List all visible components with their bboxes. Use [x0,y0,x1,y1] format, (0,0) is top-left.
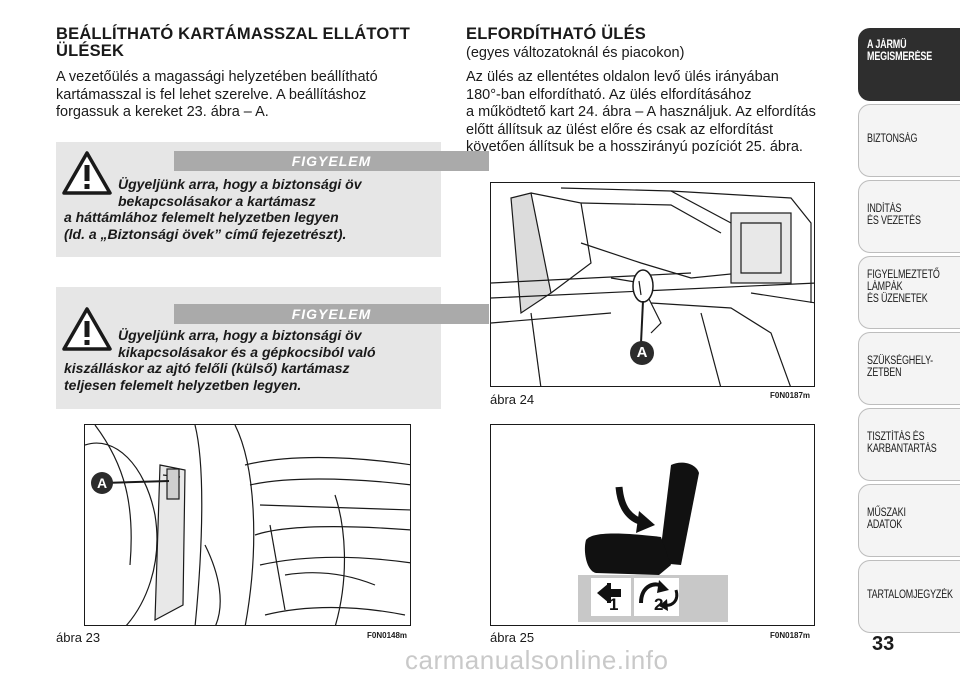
swivel-paragraph [466,69,816,157]
warning-box-2 [56,287,441,409]
tab-label: KARBANTARTÁS [867,443,937,455]
warning-line: Ügyeljünk arra, hogy a biztonsági öv [118,327,362,343]
figure-24-code: F0N0187m [770,391,811,400]
warning-line: a háttámlához felemelt helyzetben legyen [64,209,339,225]
figure-23-caption: ábra 23 [56,630,101,645]
paragraph-line: Az ülés az ellentétes oldalon levő ülés irányában [466,69,779,85]
armrest-drawing [85,425,411,626]
chapter-sidebar [858,28,960,636]
tab-label: ADATOK [867,519,903,531]
figure-25-caption: ábra 25 [490,630,535,645]
seat-rotation-drawing [491,425,815,626]
tab-technical-data[interactable] [858,484,960,557]
seat-cushion-shape [585,533,671,575]
paragraph-line: 180°-ban elfordítható. Az ülés elfordításához [466,86,752,103]
tab-maintenance[interactable] [858,408,960,481]
paragraph-line: forgassuk a kereket 23. ábra – A. [56,104,269,120]
figure-24-caption: ábra 24 [490,392,535,407]
warning-line: bekapcsolásakor a kartámasz [118,192,316,209]
warning-line: (ld. a „Biztonsági övek” című fejezetrészt). [64,225,347,242]
tab-warning-lights[interactable] [858,256,960,329]
warning-label: FIGYELEM [174,304,489,324]
left-column [56,26,441,122]
step-1-label: 1 [609,595,619,614]
tab-label: BIZTONSÁG [867,133,918,145]
section-heading-adjustable-armrest [56,26,441,60]
tab-label: A JÁRMŰ [867,39,907,51]
warning-text [64,176,435,242]
paragraph-line: kartámasszal is fel lehet szerelve. A beállításhoz [56,86,367,103]
figure-25-seat-rotation-diagram [490,424,815,626]
tab-label: FIGYELMEZTETŐ [867,269,940,281]
warning-label: FIGYELEM [174,151,489,171]
paragraph-line: a működtető kart 24. ábra – A használjuk. Az elfordítás [466,104,816,120]
tab-label: INDÍTÁS [867,203,902,215]
tab-label: SZÜKSÉGHELY- [867,355,933,367]
heading-line: BEÁLLÍTHATÓ KARTÁMASSZAL ELLÁTOTT [56,25,410,43]
paragraph-line: követően állítsuk be a hosszirányú pozíciót 25. ábra. [466,139,803,155]
figure-23-code: F0N0148m [367,631,408,640]
tab-safety[interactable] [858,104,960,177]
tab-label: TISZTÍTÁS ÉS [867,431,925,443]
warning-text [64,327,435,393]
step-2-label: 2 [654,595,664,614]
section-heading-swivel-seat: ELFORDÍTHATÓ ÜLÉS [466,25,647,43]
warning-line: Ügyeljünk arra, hogy a biztonsági öv [118,176,362,192]
warning-line: kiszálláskor az ajtó felőli (külső) kartámasz [64,360,350,376]
tab-label: ÉS ÜZENETEK [867,293,928,305]
paragraph-line: előtt állítsuk az ülést előre és csak az elfordítást [466,121,774,138]
warning-line: kikapcsolásakor és a gépkocsiból való [118,343,376,360]
tab-starting-driving[interactable] [858,180,960,253]
page-number: 33 [872,633,895,655]
warning-line: teljesen felemelt helyzetben legyen. [64,376,302,393]
tab-vehicle-overview[interactable] [858,28,960,101]
watermark: carmanualsonline.info [405,645,669,675]
callout-a: A [630,341,654,365]
figure-25-code: F0N0187m [770,631,811,640]
figure-23-armrest-illustration [84,424,411,626]
tab-label: ÉS VEZETÉS [867,215,921,227]
heading-line: ÜLÉSEK [56,42,125,60]
callout-a: A [91,472,113,494]
warning-box-1 [56,142,441,257]
figure-24-lever-illustration [490,182,815,387]
section-subheading: (egyes változatoknál és piacokon) [466,45,685,61]
paragraph-line: A vezetőülés a magassági helyzetében beállítható [56,69,378,85]
tab-index[interactable] [858,560,960,633]
tab-label: ZETBEN [867,367,902,379]
tab-label: MŰSZAKI [867,507,906,519]
tab-emergency[interactable] [858,332,960,405]
tab-label: LÁMPÁK [867,281,903,293]
tab-label: MEGISMERÉSE [867,51,933,63]
right-column [466,26,816,157]
tab-label: TARTALOMJEGYZÉK [867,589,953,601]
armrest-paragraph [56,69,441,122]
